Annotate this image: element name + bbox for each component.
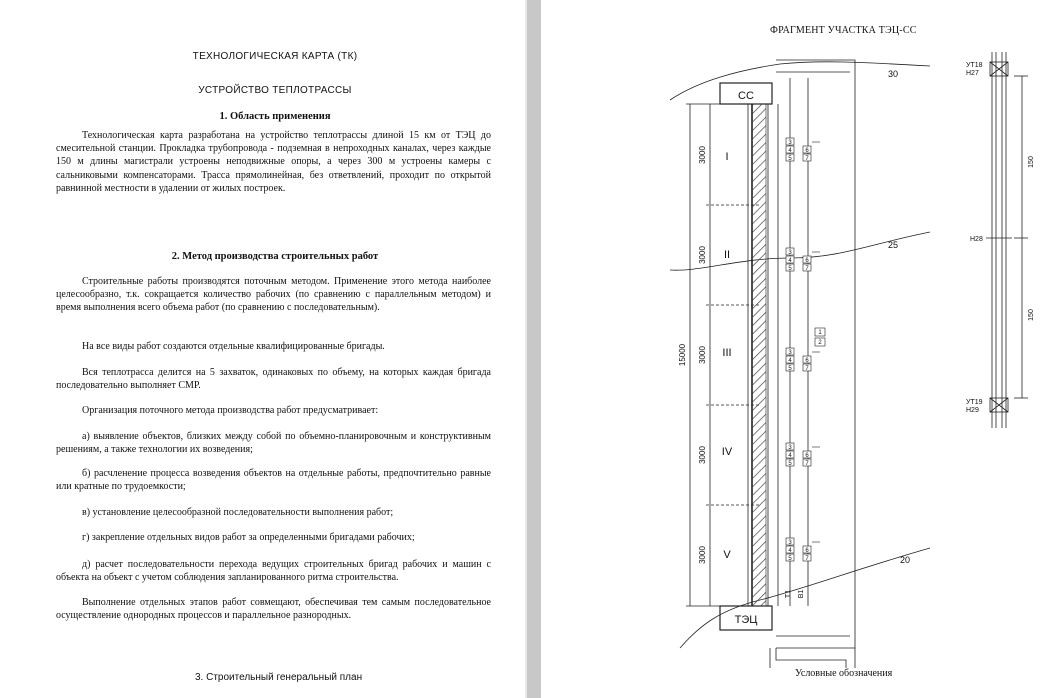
- machine-marker-label: 3: [788, 250, 792, 256]
- segment-dim-3: 3000: [698, 346, 707, 364]
- drawing-title: ФРАГМЕНТ УЧАСТКА ТЭЦ-СС: [770, 25, 917, 36]
- list-item-g: г) закрепление отдельных видов работ за определенными бригадами рабочих;: [82, 532, 415, 543]
- section-label-1: I: [725, 151, 729, 163]
- machine-marker-label: 4: [788, 148, 792, 154]
- section-3-heading: 3. Строительный генеральный план: [195, 672, 363, 683]
- pipe-label-t1: Т1: [785, 589, 792, 599]
- list-item-b: б) расчленение процесса возведения объектов на отдельные работы, предпочтительно равные или кратные по трудоемкости;: [56, 468, 491, 493]
- segment-dim-2: 3000: [698, 246, 707, 264]
- document-title: ТЕХНОЛОГИЧЕСКАЯ КАРТА (ТК): [192, 51, 358, 62]
- trench-hatch: [752, 104, 766, 606]
- machine-marker-label: 6: [805, 148, 809, 154]
- machine-marker-label: 4: [788, 258, 792, 264]
- contour-line-30: [670, 62, 930, 100]
- segment-dim-5: 3000: [698, 546, 707, 564]
- machine-marker-label: 4: [788, 548, 792, 554]
- machine-marker-label: 6: [805, 453, 809, 459]
- contour-label-30: 30: [888, 69, 899, 79]
- machine-marker-label: 4: [788, 358, 792, 364]
- station-cc-label: СС: [738, 90, 754, 102]
- paragraph-organization: Организация поточного метода производства работ предусматривает:: [82, 405, 379, 416]
- legend-title: Условные обозначения: [795, 668, 893, 679]
- machine-marker-label: 4: [788, 453, 792, 459]
- detail-ut19-label: УТ19: [966, 399, 983, 406]
- machine-marker-label: 7: [805, 556, 809, 562]
- machine-marker-label: 3: [788, 350, 792, 356]
- detail-h29-label: Н29: [966, 407, 979, 414]
- contour-line-20: [680, 548, 930, 648]
- section-label-5: V: [723, 549, 731, 561]
- machine-marker-label: 7: [805, 266, 809, 272]
- machine-marker-label: 7: [805, 156, 809, 162]
- machine-marker-label: 5: [788, 156, 792, 162]
- machine-marker-label: 3: [788, 540, 792, 546]
- machine-marker-label: 5: [788, 266, 792, 272]
- list-item-a: а) выявление объектов, близких между собой по объемно-планировочным и конструктивным решениям, а также технологии их возведения;: [56, 431, 491, 456]
- detail-dim-upper: 150: [1028, 156, 1035, 168]
- total-length-label: 15000: [678, 343, 687, 367]
- segment-dim-1: 3000: [698, 146, 707, 164]
- machine-marker-label: 6: [805, 258, 809, 264]
- section-label-2: II: [723, 249, 731, 261]
- machine-marker-label: 3: [788, 445, 792, 451]
- machine-marker-label: 5: [788, 461, 792, 467]
- detail-h27-label: Н27: [966, 70, 979, 77]
- detail-dim-lower: 150: [1028, 309, 1035, 321]
- machine-marker-label: 5: [788, 556, 792, 562]
- list-item-d: д) расчет последовательности перехода ведущих строительных бригад рабочих и машин с объекта на объект с учетом соблюдения запланированного ритма строительства.: [56, 559, 491, 584]
- crane-label-1: 1: [818, 330, 822, 336]
- paragraph-sections: Вся теплотрасса делится на 5 захваток, одинаковых по объему, на которых каждая бригада последовательно выполняет СМР.: [56, 367, 491, 392]
- section-1-heading: 1. Область применения: [219, 111, 331, 122]
- section-label-4: IV: [721, 446, 733, 458]
- machine-marker-label: 6: [805, 548, 809, 554]
- section-2-heading: 2. Метод производства строительных работ: [171, 251, 379, 262]
- contour-label-25: 25: [888, 240, 899, 250]
- detail-ut18-label: УТ18: [966, 62, 983, 69]
- list-item-v: в) установление целесообразной последовательности выполнения работ;: [82, 507, 394, 518]
- section-1-text: Технологическая карта разработана на устройство теплотрассы длиной 15 км от ТЭЦ до смесительной станции. Прокладка трубопровода - подземная в непроходных каналах, через каждые 150 м длины магистрали устроены неподвижные опоры, а через 300 м устроены камеры с сальниковыми компенсаторами. Трасса прямолинейная, без ответвлений, проходит по открытой равнинной местности в удалении от жилых построек.: [56, 130, 491, 194]
- pipe-label-v1: В1: [798, 589, 805, 599]
- machine-marker-label: 3: [788, 140, 792, 146]
- detail-h28-label: Н28: [970, 236, 983, 243]
- machine-marker-label: 7: [805, 366, 809, 372]
- crane-label-2: 2: [818, 340, 822, 346]
- segment-dim-4: 3000: [698, 446, 707, 464]
- machine-marker-label: 5: [788, 366, 792, 372]
- station-tec-label: ТЭЦ: [734, 614, 758, 626]
- section-label-3: III: [722, 347, 732, 359]
- document-subtitle: УСТРОЙСТВО ТЕПЛОТРАССЫ: [198, 85, 352, 96]
- paragraph-combining: Выполнение отдельных этапов работ совмещают, обеспечивая тем самым последовательное осуществление однородных процессов и параллельное разнородных.: [56, 597, 491, 622]
- contour-label-20: 20: [900, 555, 911, 565]
- paragraph-brigades: На все виды работ создаются отдельные квалифицированные бригады.: [82, 341, 385, 352]
- contour-line-25: [670, 232, 930, 270]
- paragraph-method: Строительные работы производятся поточным методом. Применение этого метода наиболее целесообразно, т.к. сокращается количество рабочих (по сравнению с параллельным методом) и время выполнения всего объема работ (по сравнению с последовательным).: [56, 276, 491, 314]
- machine-marker-label: 6: [805, 358, 809, 364]
- machine-marker-label: 7: [805, 461, 809, 467]
